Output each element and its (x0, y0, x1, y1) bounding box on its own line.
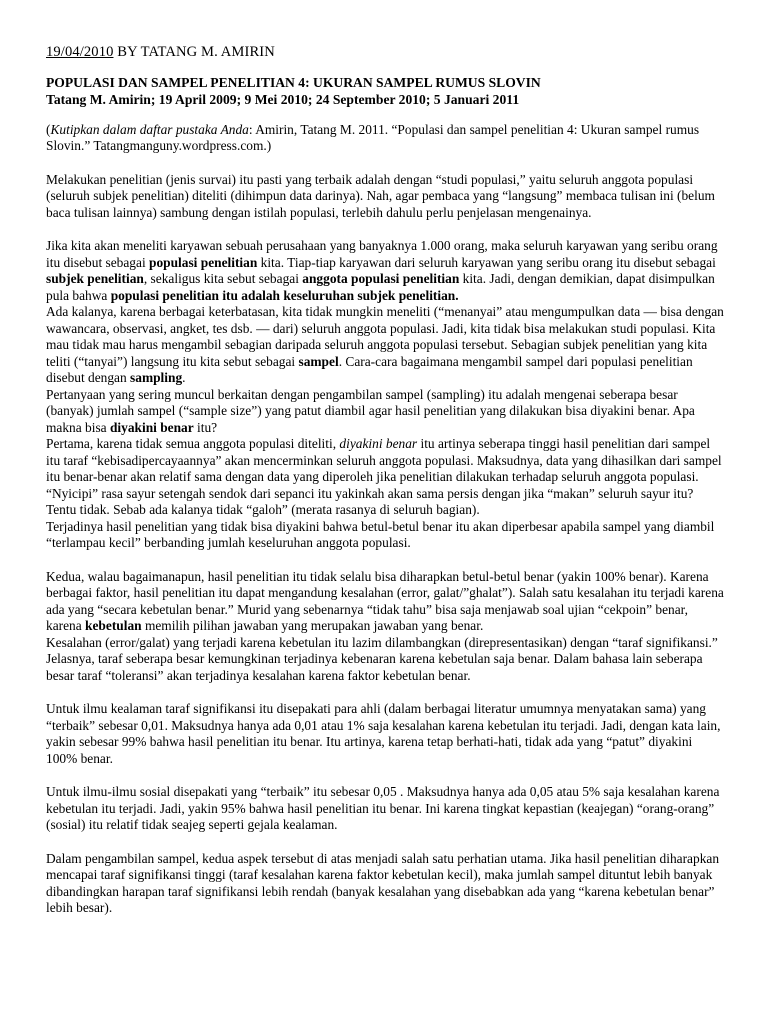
spacer (46, 834, 724, 851)
italic-term: diyakini benar (339, 436, 418, 451)
bold-term: populasi penelitian (149, 254, 258, 270)
post-author: BY TATANG M. AMIRIN (113, 44, 275, 60)
citation-text: : Amirin, Tatang M. 2011. “Populasi dan sampel penelitian 4: Ukuran sampel rumus Slovin.” Tatangmanguny.wordpress.com.) (46, 121, 700, 153)
post-header (46, 44, 724, 61)
bold-term: anggota populasi penelitian (302, 271, 460, 286)
text-run: . (182, 370, 186, 385)
article-title: POPULASI DAN SAMPEL PENELITIAN 4: UKURAN SAMPEL RUMUS SLOVIN (46, 74, 541, 90)
text-run: memilih pilihan jawaban yang merupakan jawaban yang benar. (141, 618, 484, 633)
bold-term: sampling (130, 370, 183, 385)
bold-term: diyakini benar (109, 419, 194, 435)
bold-term: subjek penelitian (46, 271, 144, 286)
paragraph-second-point (46, 569, 724, 635)
spacer (46, 221, 724, 238)
spacer (46, 552, 724, 569)
citation-paragraph (46, 122, 724, 155)
spacer (46, 767, 724, 784)
text-run: itu? (193, 419, 218, 435)
bold-term: kebetulan (85, 618, 142, 633)
spacer (46, 155, 724, 172)
paragraph-population (46, 238, 724, 304)
text-run: kita. Tiap-tiap karyawan dari seluruh karyawan yang seribu orang itu disebut sebagai (257, 254, 716, 270)
text-run: kita. Jadi, dengan demikian, dapat disimpulkan pula bahwa (46, 271, 715, 303)
paragraph-small-sample: Terjadinya hasil penelitian yang tidak bisa diyakini bahwa betul-betul benar itu akan diperbesar apabila sampel yang diambil “terlampau kecil” berbanding jumlah keseluruhan anggota populasi. (46, 518, 715, 550)
bold-term: populasi penelitian itu adalah keseluruhan subjek penelitian. (110, 287, 459, 303)
citation-open: ( (46, 121, 51, 137)
text-run: Ada kalanya, karena berbagai keterbatasan, kita tidak mungkin meneliti (“menanyai” atau mengumpulkan data — bisa dengan wawancara, observasi, angket, tes dsb. — dari) seluruh anggota populasi. Jadi, kita tidak bisa melakukan studi populasi. Kita mau tidak mau harus mengambil sebagian daripada seluruh anggota populasi tersebut. Sebagian subjek penelitian yang kita teliti (“tanyai”) langsung itu kita sebut sebagai (46, 304, 724, 369)
article-meta: Tatang M. Amirin; 19 April 2009; 9 Mei 2010; 24 September 2010; 5 Januari 2011 (46, 91, 520, 107)
paragraph-significance: Kesalahan (error/galat) yang terjadi karena kebetulan itu lazim dilambangkan (direpresentasikan) dengan “taraf signifikansi.” Jelasnya, taraf seberapa besar kemungkinan terjadinya kebenaran karena kebetulan saja benar. Dalam bahasa lain seberapa besar taraf “toleransi” akan terjadinya kesalahan karena faktor kebetulan benar. (46, 634, 718, 683)
citation-label: Kutipkan dalam daftar pustaka Anda (50, 121, 249, 137)
post-date-link[interactable]: 19/04/2010 (46, 44, 114, 60)
paragraph-question (46, 387, 724, 437)
paragraph-first-point (46, 436, 724, 519)
paragraph-conclusion: Dalam pengambilan sampel, kedua aspek tersebut di atas menjadi salah satu perhatian utama. Jika hasil penelitian diharapkan mencapai taraf signifikansi tinggi (taraf kesalahan karena faktor kebetulan kecil), maka jumlah sampel dituntut lebih banyak dibandingkan harapan taraf signifikansi lebih rendah (banyak kesalahan yang disebabkan ada yang “karena kebetulan benar” lebih besar). (46, 850, 720, 915)
text-run: Kedua, walau bagaimanapun, hasil penelitian itu tidak selalu bisa diharapkan betul-betul benar (yakin 100% benar). Karena berbagai faktor, hasil penelitian itu dapat mengandung kesalahan (error, galat/”ghalat”). Salah satu kesalahan itu terjadi karena ada yang “secara kebetulan benar.” Murid yang sebenarnya “tidak tahu” bisa saja menjawab soal ujian “cekpoin” benar, karena (46, 568, 724, 633)
spacer (46, 684, 724, 701)
bold-term: sampel (298, 353, 339, 369)
text-run: , sekaligus kita sebut sebagai (143, 271, 303, 286)
paragraph-social-sciences: Untuk ilmu-ilmu sosial disepakati yang “terbaik” itu sebesar 0,05 . Maksudnya hanya ada 0,05 atau 5% saja kesalahan karena kebetulan itu terjadi. Jadi, yakin 95% bahwa hasil penelitian itu benar. Ini karena tingkat kepastian (keajegan) “orang-orang” (sosial) itu relatif tidak seajeg seperti gejala kealaman. (46, 784, 720, 832)
text-run: Pertama, karena tidak semua anggota populasi diteliti, (46, 436, 340, 451)
text-run: Jika kita akan meneliti karyawan sebuah perusahaan yang banyaknya 1.000 orang, maka seluruh karyawan yang seribu orang itu disebut sebagai (46, 238, 718, 270)
paragraph-natural-sciences: Untuk ilmu kealaman taraf signifikansi itu disepakati para ahli (dalam berbagai literatur umumnya menyatakan sama) yang “terbaik” sebesar 0,01. Maksudnya hanya ada 0,01 atau 1% saja kesalahan karena kebetulan itu terjadi. Jadi, dengan kata lain, yakin sebesar 99% bahwa hasil penelitian itu benar. Itu artinya, karena tetap berhati-hati, tidak ada yang “patut” diyakini 100% benar. (46, 701, 721, 766)
text-run: Pertanyaan yang sering muncul berkaitan dengan pengambilan sampel (sampling) itu adalah mengenai seberapa besar (banyak) jumlah sampel (“sample size”) yang patut diambil agar hasil penelitian yang dilakukan bisa diyakini benar. Apa makna bisa (46, 386, 695, 435)
text-run: . Cara-cara bagaimana mengambil sampel dari populasi penelitian disebut dengan (46, 353, 693, 385)
paragraph-intro: Melakukan penelitian (jenis survai) itu pasti yang terbaik adalah dengan “studi populasi,” yaitu seluruh anggota populasi (seluruh subjek penelitian) diteliti (dihimpun data darinya). Nah, agar pembaca yang “langsung” membaca tulisan ini (belum baca tulisan lainnya) sambung dengan istilah populasi, terlebih dahulu perlu penjelasan mengenainya. (46, 171, 715, 220)
text-run: itu artinya seberapa tinggi hasil penelitian dari sampel itu taraf “kebisadipercayaannya” akan mencerminkan seluruh anggota populasi. Maksudnya, data yang dihasilkan dari sampel itu benar-benar akan relatif sama dengan data yang diperoleh jika penelitian dilakukan terhadap seluruh anggota populasi. “Nyicipi” rasa sayur setengah sendok dari sepanci itu yakinkah akan sama persis dengan jika “makan” seluruh sayur itu? Tentu tidak. Sebab ada kalanya tidak “galoh” (merata rasanya di seluruh bagian). (46, 436, 722, 517)
paragraph-sample (46, 304, 724, 387)
